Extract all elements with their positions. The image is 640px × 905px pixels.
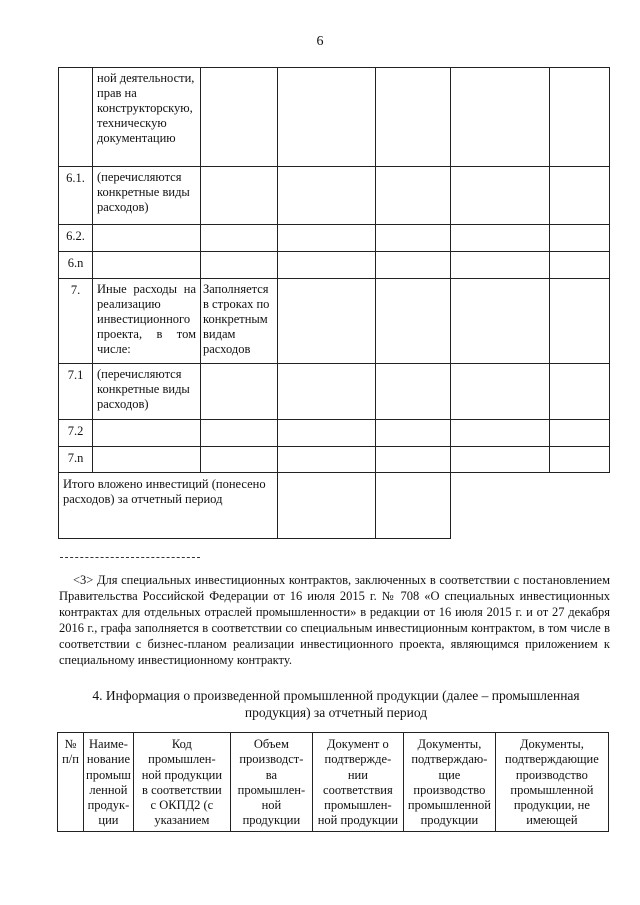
row-number: 7.1	[59, 364, 93, 420]
cell	[201, 252, 278, 279]
cell	[278, 447, 376, 473]
cell	[376, 364, 451, 420]
cell	[278, 279, 376, 364]
row-description	[93, 420, 201, 447]
header-line: подтверждающие	[505, 752, 599, 767]
header-cell-okpd2-code	[133, 733, 230, 832]
table-row	[59, 364, 610, 420]
cell	[376, 225, 451, 252]
cell	[550, 420, 610, 447]
row-description: ной деятельности, прав на конструкторскую, техническую документацию	[93, 68, 201, 167]
totals-cell	[278, 473, 376, 539]
header-line: ной продукции	[141, 767, 223, 782]
header-line: нование	[86, 752, 131, 767]
cell	[550, 167, 610, 225]
header-line: ной продукции	[317, 813, 399, 828]
header-line: промыш	[86, 767, 131, 782]
header-cell-volume	[230, 733, 312, 832]
header-line: Документ о	[327, 737, 389, 751]
header-line: промышлен-	[324, 798, 392, 813]
row-number: 7.2	[59, 420, 93, 447]
header-line: промышлен-	[148, 752, 216, 767]
table-row	[59, 167, 610, 225]
cell	[278, 420, 376, 447]
cell	[550, 225, 610, 252]
table-row	[59, 252, 610, 279]
header-line: Наиме-	[89, 737, 128, 751]
row-description	[93, 225, 201, 252]
cell	[451, 225, 550, 252]
cell	[201, 420, 278, 447]
row-number	[59, 68, 93, 167]
header-line: продукции, не	[513, 798, 590, 813]
cell	[278, 225, 376, 252]
header-line: Объем	[253, 737, 289, 751]
row-note: Заполняется в строках по конкретным видам расходов	[201, 279, 278, 364]
header-cell-number	[58, 733, 84, 832]
totals-label: Итого вложено инвестиций (понесено расходов) за отчетный период	[59, 473, 278, 539]
cell	[376, 279, 451, 364]
cell	[278, 364, 376, 420]
header-line: производство	[413, 782, 486, 797]
cell	[451, 279, 550, 364]
cell	[278, 252, 376, 279]
header-line: продукции	[420, 813, 479, 828]
header-line: подтверждаю-	[411, 752, 488, 767]
footnote-separator	[60, 557, 200, 558]
header-line: соответствия	[323, 782, 393, 797]
cell	[201, 167, 278, 225]
row-number: 6.n	[59, 252, 93, 279]
cell	[451, 364, 550, 420]
header-line: щие	[438, 767, 461, 782]
row-number: 7.	[59, 279, 93, 364]
header-cell-name	[84, 733, 134, 832]
header-line: п/п	[62, 752, 79, 767]
header-line: указанием	[154, 813, 210, 828]
table-row	[59, 447, 610, 473]
investment-expenses-table	[58, 67, 610, 539]
header-line: ной	[261, 798, 282, 813]
header-line: продукции	[242, 813, 301, 828]
table-header-row	[58, 733, 609, 832]
row-number: 7.n	[59, 447, 93, 473]
cell	[278, 167, 376, 225]
header-line: Документы,	[519, 737, 584, 751]
header-line: с ОКПД2 (с	[150, 798, 214, 813]
header-line: производст-	[239, 752, 304, 767]
header-line: нии	[347, 767, 368, 782]
section-4-heading: 4. Информация о произведенной промышленной продукции (далее – промышленная продукция) за отчетный период	[92, 688, 580, 720]
row-description: (перечисляются конкретные виды расходов)	[93, 167, 201, 225]
row-number: 6.1.	[59, 167, 93, 225]
table-row	[59, 420, 610, 447]
cell	[376, 447, 451, 473]
cell	[376, 68, 451, 167]
cell	[376, 167, 451, 225]
production-table	[57, 732, 609, 832]
header-line: подтвержде-	[324, 752, 392, 767]
empty-space	[451, 473, 550, 539]
header-line: ва	[265, 767, 278, 782]
cell	[451, 420, 550, 447]
table-row	[59, 225, 610, 252]
totals-cell	[376, 473, 451, 539]
cell	[201, 364, 278, 420]
empty-space	[550, 473, 610, 539]
totals-row	[59, 473, 610, 539]
header-line: промышленной	[510, 782, 594, 797]
cell	[550, 364, 610, 420]
row-number: 6.2.	[59, 225, 93, 252]
cell	[201, 225, 278, 252]
table-row	[59, 279, 610, 364]
cell	[451, 167, 550, 225]
header-line: в соответствии	[142, 782, 222, 797]
header-line: Код	[171, 737, 192, 751]
cell	[451, 447, 550, 473]
row-description: Иные расходы на реализацию инвестиционного проекта, в том числе:	[93, 279, 201, 364]
cell	[451, 252, 550, 279]
row-description	[93, 252, 201, 279]
row-description: (перечисляются конкретные виды расходов)	[93, 364, 201, 420]
table-row	[59, 68, 610, 167]
page-number: 6	[316, 34, 324, 49]
cell	[550, 447, 610, 473]
cell	[451, 68, 550, 167]
header-line: №	[64, 737, 77, 751]
footnote-3: <3> Для специальных инвестиционных контрактов, заключенных в соответствии с постановлением Правительства Российской Федерации от 16 июля 2015 г. № 708 «О специальных инвестиционных контрактах для отдельных отраслей промышленности» в редакции от 16 июля 2015 г. и от 27 декабря 2016 г., графа заполняется в соответствии со специальным инвестиционным контрактом, в том числе в соответствии с бизнес-планом реализации инвестиционного проекта, являющимся приложением к специальному инвестиционному контракту.	[59, 573, 610, 667]
cell	[278, 68, 376, 167]
cell	[376, 252, 451, 279]
header-cell-production-documents-without	[495, 733, 608, 832]
header-line: продук-	[87, 798, 130, 813]
header-line: имеющей	[526, 813, 578, 828]
cell	[550, 279, 610, 364]
cell	[376, 420, 451, 447]
header-line: Документы,	[417, 737, 482, 751]
cell	[201, 68, 278, 167]
header-cell-conformity-document	[312, 733, 403, 832]
cell	[550, 252, 610, 279]
header-cell-production-documents	[403, 733, 495, 832]
cell	[201, 447, 278, 473]
cell	[550, 68, 610, 167]
header-line: ленной	[89, 782, 128, 797]
header-line: производство	[515, 767, 588, 782]
row-description	[93, 447, 201, 473]
header-line: ции	[98, 813, 119, 828]
header-line: промышленной	[407, 798, 491, 813]
header-line: промышлен-	[237, 782, 306, 797]
